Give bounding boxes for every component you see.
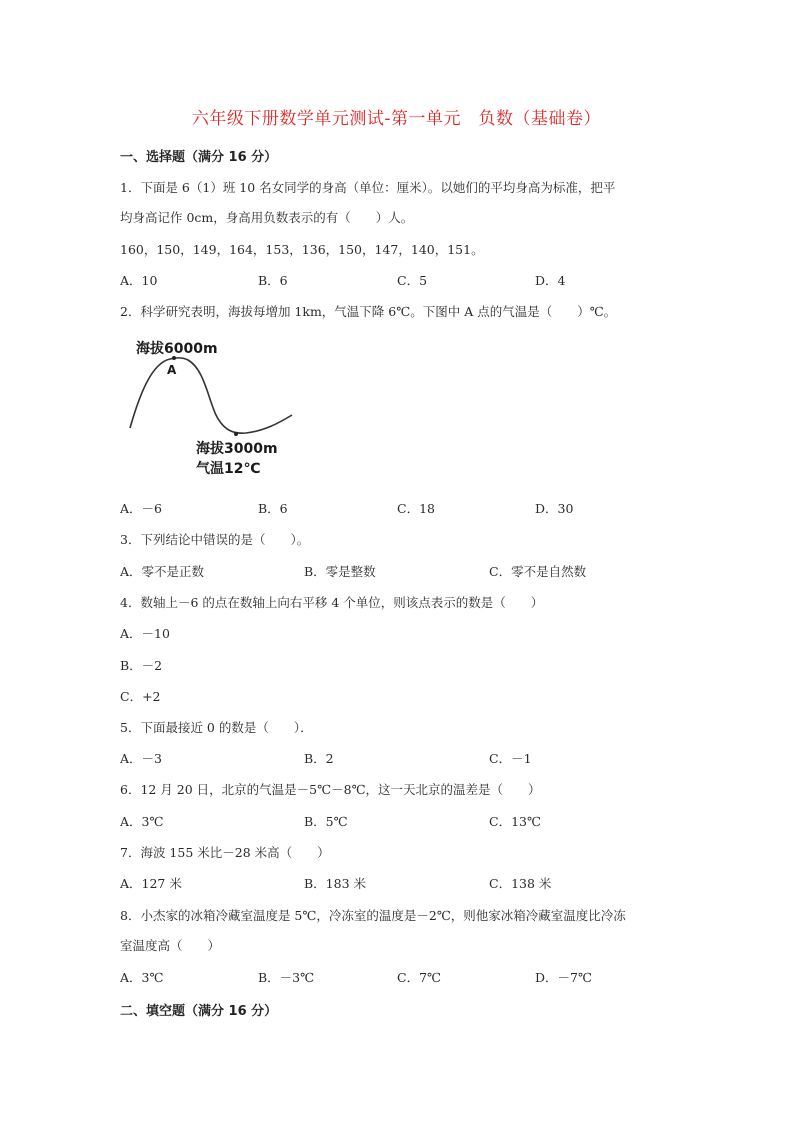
page-title: 六年级下册数学单元测试-第一单元 负数（基础卷） bbox=[191, 109, 602, 129]
question-8-option-a[interactable]: A．3℃ bbox=[120, 970, 164, 985]
question-1-option-b[interactable]: B．6 bbox=[258, 273, 288, 288]
question-5-option-c[interactable]: C．－1 bbox=[489, 751, 532, 766]
question-4-option-b[interactable]: B．－2 bbox=[120, 658, 163, 673]
question-6-option-c[interactable]: C．13℃ bbox=[489, 814, 541, 829]
question-7-option-a[interactable]: A．127 米 bbox=[120, 876, 182, 891]
question-2-option-b[interactable]: B．6 bbox=[258, 501, 288, 516]
question-1-data: 160，150，149，164，153，136，150，147，140，151。 bbox=[120, 242, 484, 257]
question-1-option-d[interactable]: D．4 bbox=[535, 273, 566, 288]
question-3-option-b[interactable]: B．零是整数 bbox=[304, 564, 376, 579]
question-2-option-a[interactable]: A．－6 bbox=[120, 501, 162, 516]
question-5-text: 5．下面最接近 0 的数是（ ）． bbox=[120, 720, 313, 735]
valley-altitude-label: 海拔3000m bbox=[196, 441, 278, 457]
question-2-option-c[interactable]: C．18 bbox=[397, 501, 435, 516]
question-1-text-line-1: 1．下面是 6（1）班 10 名女同学的身高（单位：厘米）。以她们的平均身高为标准，把平 bbox=[120, 180, 616, 195]
point-a-label: A bbox=[167, 363, 177, 377]
question-6-option-b[interactable]: B．5℃ bbox=[304, 814, 348, 829]
question-8-text-line-2: 室温度高（ ） bbox=[120, 938, 221, 953]
question-7-text: 7．海波 155 米比－28 米高（ ） bbox=[120, 845, 330, 860]
question-3-option-a[interactable]: A．零不是正数 bbox=[120, 564, 205, 579]
question-2-text: 2．科学研究表明，海拔每增加 1km，气温下降 6℃。下图中 A 点的气温是（ ）℃。 bbox=[120, 304, 617, 319]
peak-altitude-label: 海拔6000m bbox=[136, 341, 218, 357]
section-heading-multiple-choice: 一、选择题（满分 16 分） bbox=[120, 150, 278, 165]
question-3-text: 3．下列结论中错误的是（ ）。 bbox=[120, 532, 310, 547]
question-1-option-c[interactable]: C．5 bbox=[397, 273, 428, 288]
question-4-option-a[interactable]: A．－10 bbox=[120, 626, 170, 641]
question-1-option-a[interactable]: A．10 bbox=[120, 273, 158, 288]
question-5-option-a[interactable]: A．－3 bbox=[120, 751, 162, 766]
question-8-option-c[interactable]: C．7℃ bbox=[397, 970, 442, 985]
question-8-option-d[interactable]: D．－7℃ bbox=[535, 970, 592, 985]
question-2-option-d[interactable]: D．30 bbox=[535, 501, 574, 516]
question-6-option-a[interactable]: A．3℃ bbox=[120, 814, 164, 829]
question-3-option-c[interactable]: C．零不是自然数 bbox=[489, 564, 587, 579]
section-heading-fill-in-blank: 二、填空题（满分 16 分） bbox=[120, 1004, 278, 1019]
question-5-option-b[interactable]: B．2 bbox=[304, 751, 334, 766]
question-6-text: 6．12 月 20 日，北京的气温是－5℃－8℃，这一天北京的温差是（ ） bbox=[120, 782, 541, 797]
question-4-text: 4．数轴上－6 的点在数轴上向右平移 4 个单位，则该点表示的数是（ ） bbox=[120, 595, 544, 610]
question-8-text-line-1: 8．小杰家的冰箱冷藏室温度是 5℃，冷冻室的温度是－2℃，则他家冰箱冷藏室温度比冷冻 bbox=[120, 908, 626, 923]
valley-temperature-label: 气温12℃ bbox=[196, 461, 261, 477]
question-4-option-c[interactable]: C．+2 bbox=[120, 689, 161, 704]
question-1-text-line-2: 均身高记作 0cm，身高用负数表示的有（ ）人。 bbox=[120, 210, 414, 225]
question-7-option-c[interactable]: C．138 米 bbox=[489, 876, 552, 891]
mountain-figure bbox=[124, 333, 304, 483]
question-7-option-b[interactable]: B．183 米 bbox=[304, 876, 367, 891]
question-8-option-b[interactable]: B．－3℃ bbox=[258, 970, 315, 985]
